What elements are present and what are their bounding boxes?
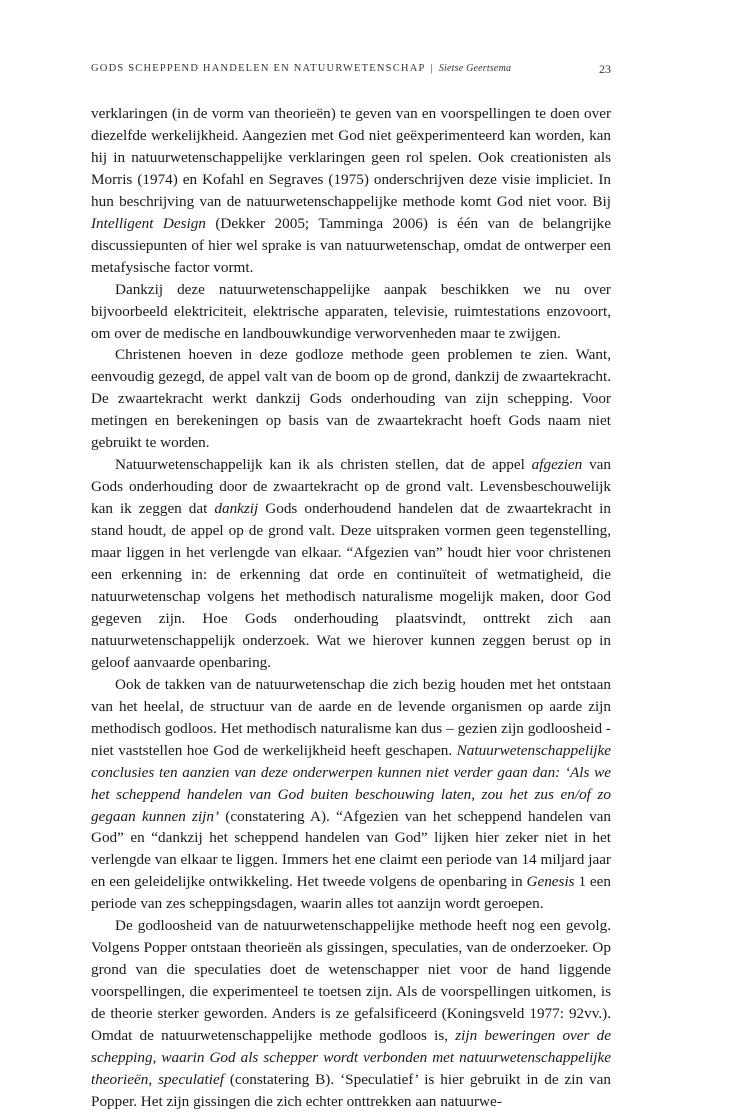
text-run: (constatering B). ‘Speculatief’ is hier gebruikt in de zin van Popper. Het zijn gissingen die zich echter onttrekken aan natuurwe- [91, 1070, 611, 1110]
paragraph [91, 454, 611, 674]
italic-text: afgezien [531, 456, 583, 474]
italic-text: zijn beweringen over de schepping, waarin God als schepper wordt verbonden met natuurwetenschappelijke theorieën, speculatief [91, 1027, 611, 1088]
italic-text: dankzij [214, 500, 259, 518]
running-head-title: GODS SCHEPPEND HANDELEN EN NATUURWETENSCHAP [91, 63, 426, 74]
text-run: Ook de takken van de natuurwetenschap die zich bezig houden met het ontstaan van het heelal, de structuur van de aarde en de levende organismen op aarde zijn methodisch godloos. Het methodisch naturalisme kan dus – gezien zijn godloosheid - niet vaststellen hoe God de werkelijkheid heeft geschapen. [91, 675, 611, 759]
text-run: Dankzij deze natuurwetenschappelijke aanpak beschikken we nu over bijvoorbeeld elektriciteit, elektrische apparaten, televisie, ruimtestations enzovoort, om over de medische en landbouwkundige verworvenheden maar te zwijgen. [91, 280, 611, 342]
text-run: De godloosheid van de natuurwetenschappelijke methode heeft nog een gevolg. Volgens Popper ontstaan theorieën als gissingen, speculaties, van de onderzoeker. Op grond van die speculaties doet de wetenschapper niet voor de hand liggende voorspellingen, die experimenteel te toetsen zijn. Als de voorspellingen uitkomen, is de theorie sterker geworden. Anders is ze gefalsificeerd (Koningsveld 1977: 92vv.). Omdat de natuurwetenschappelijke methode godloos is, [91, 917, 611, 1045]
running-head [91, 63, 611, 77]
paragraph [91, 915, 611, 1113]
text-run: verklaringen (in de vorm van theorieën) te geven van en voorspellingen te doen over diezelfde werkelijkheid. Aangezien met God niet geëxperimenteerd kan worden, kan hij in natuurwetenschappelijke verklaringen geen rol spelen. Ook creationisten als Morris (1974) en Kofahl en Segraves (1975) onderschrijven deze visie impliciet. In hun beschrijving van de natuurwetenschappelijke methode komt God niet voor. Bij [91, 105, 611, 210]
text-run: Natuurwetenschappelijk kan ik als christen stellen, dat de appel [115, 456, 532, 474]
text-run: (Dekker 2005; Tamminga 2006) is één van de belangrijke discussiepunten of hier wel sprake is van natuurwetenschap, omdat de ontwerper een metafysische factor vormt. [91, 214, 611, 276]
running-head-author: Sietse Geertsema [438, 63, 512, 74]
page-number: 23 [599, 62, 611, 76]
text-run: Gods onderhoudend handelen dat de zwaartekracht in stand houdt, de appel op de grond valt. Deze uitspraken vormen geen tegenstelling, maar liggen in het verlengde van elkaar. “Afgezien van” houdt hier voor christenen een erkenning in: de erkenning dat orde en continuïteit of wetmatigheid, die natuurwetenschap volgens het methodisch naturalisme mogelijk maken, door God gegeven zijn. Hoe Gods onderhouding plaatsvindt, onttrekt zich aan natuurwetenschappelijk onderzoek. Wat we hierover kunnen zeggen berust op in geloof aanvaarde openbaring. [91, 500, 611, 671]
paragraph [91, 674, 611, 915]
text-run: Christenen hoeven in deze godloze methode geen problemen te zien. Want, eenvoudig gezegd, de appel valt van de boom op de grond, dankzij de zwaartekracht. De zwaartekracht werkt dankzij Gods onderhouding van zijn schepping. Voor metingen en berekeningen op basis van de zwaartekracht hoeft Gods naam niet gebruikt te worden. [91, 346, 611, 452]
paragraph [91, 344, 611, 454]
italic-text: Intelligent Design [91, 214, 206, 232]
body-text [91, 103, 611, 1113]
italic-text: Genesis [526, 873, 575, 891]
running-head-separator: | [430, 63, 434, 74]
text-run: (constatering A). “Afgezien van het scheppend handelen van God” en “dankzij het scheppend handelen van God” lijken hier zeker niet in het verlengde van elkaar te liggen. Immers het ene claimt een periode van 14 miljard jaar en een geleidelijke ontwikkeling. Het tweede volgens de openbaring in [91, 807, 611, 891]
italic-text: Natuurwetenschappelijke conclusies ten aanzien van deze onderwerpen kunnen niet verder gaan dan: ‘Als we het scheppend handelen van God buiten beschouwing laten, zou het zus en/of zo gegaan kunnen zijn’ [91, 741, 611, 825]
text-run: 1 een periode van zes scheppingsdagen, waarin alles tot aanzijn wordt geroepen. [91, 873, 611, 913]
paragraph [91, 279, 611, 345]
paragraph [91, 103, 611, 279]
text-run: van Gods onderhouding door de zwaartekracht op de grond valt. Levensbeschouwelijk kan ik zeggen dat [91, 456, 612, 518]
